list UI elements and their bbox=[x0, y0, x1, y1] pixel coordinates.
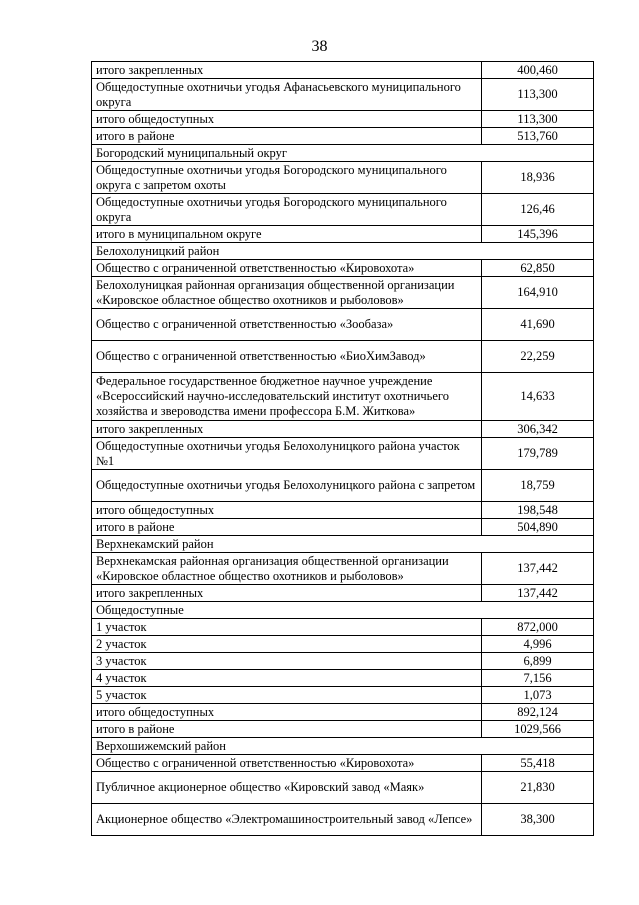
row-name-cell: Общедоступные охотничьи угодья Белохолуницкого района с запретом bbox=[92, 470, 482, 502]
table-row bbox=[92, 128, 594, 145]
row-name-cell: 3 участок bbox=[92, 653, 482, 670]
table-body bbox=[92, 62, 594, 836]
table-row bbox=[92, 519, 594, 536]
row-value-cell: 504,890 bbox=[482, 519, 594, 536]
row-name-cell: Общество с ограниченной ответственностью «БиоХимЗавод» bbox=[92, 341, 482, 373]
page-number: 38 bbox=[311, 38, 328, 55]
table-row bbox=[92, 438, 594, 470]
row-name-cell: Общество с ограниченной ответственностью «Зообаза» bbox=[92, 309, 482, 341]
row-value-cell: 41,690 bbox=[482, 309, 594, 341]
row-name-cell: 4 участок bbox=[92, 670, 482, 687]
row-name-cell: итого в муниципальном округе bbox=[92, 226, 482, 243]
section-row bbox=[92, 145, 594, 162]
table-row bbox=[92, 162, 594, 194]
table-row bbox=[92, 277, 594, 309]
hunting-grounds-table bbox=[91, 61, 594, 836]
row-value-cell: 198,548 bbox=[482, 502, 594, 519]
row-name-cell: итого в районе bbox=[92, 519, 482, 536]
row-value-cell: 113,300 bbox=[482, 111, 594, 128]
section-heading: Белохолуницкий район bbox=[92, 243, 594, 260]
row-value-cell: 872,000 bbox=[482, 619, 594, 636]
table-row bbox=[92, 194, 594, 226]
table-row bbox=[92, 111, 594, 128]
section-row bbox=[92, 602, 594, 619]
row-name-cell: Общество с ограниченной ответственностью «Кировохота» bbox=[92, 755, 482, 772]
table-row bbox=[92, 755, 594, 772]
row-name-cell: 1 участок bbox=[92, 619, 482, 636]
row-name-cell: Акционерное общество «Электромашиностроительный завод «Лепсе» bbox=[92, 804, 482, 836]
row-value-cell: 38,300 bbox=[482, 804, 594, 836]
row-value-cell: 126,46 bbox=[482, 194, 594, 226]
table-row bbox=[92, 62, 594, 79]
row-value-cell: 400,460 bbox=[482, 62, 594, 79]
table-row bbox=[92, 260, 594, 277]
section-row bbox=[92, 243, 594, 260]
table-row bbox=[92, 670, 594, 687]
row-value-cell: 62,850 bbox=[482, 260, 594, 277]
section-heading: Общедоступные bbox=[92, 602, 594, 619]
row-name-cell: итого общедоступных bbox=[92, 704, 482, 721]
row-name-cell: 2 участок bbox=[92, 636, 482, 653]
row-name-cell: Общество с ограниченной ответственностью «Кировохота» bbox=[92, 260, 482, 277]
row-name-cell: 5 участок bbox=[92, 687, 482, 704]
row-value-cell: 137,442 bbox=[482, 553, 594, 585]
row-name-cell: итого закрепленных bbox=[92, 421, 482, 438]
table-row bbox=[92, 804, 594, 836]
row-name-cell: Федеральное государственное бюджетное научное учреждение «Всероссийский научно-исследовательский институт охотничьего хозяйства и звероводства имени профессора Б.М. Житкова» bbox=[92, 373, 482, 421]
table-row bbox=[92, 772, 594, 804]
section-heading: Верхошижемский район bbox=[92, 738, 594, 755]
table-row bbox=[92, 687, 594, 704]
table-row bbox=[92, 502, 594, 519]
table-row bbox=[92, 226, 594, 243]
row-name-cell: итого общедоступных bbox=[92, 111, 482, 128]
table-row bbox=[92, 619, 594, 636]
table-row bbox=[92, 636, 594, 653]
row-value-cell: 6,899 bbox=[482, 653, 594, 670]
row-value-cell: 55,418 bbox=[482, 755, 594, 772]
row-name-cell: Верхнекамская районная организация общественной организации «Кировское областное общество охотников и рыболовов» bbox=[92, 553, 482, 585]
row-value-cell: 18,936 bbox=[482, 162, 594, 194]
table-row bbox=[92, 470, 594, 502]
row-name-cell: итого общедоступных bbox=[92, 502, 482, 519]
section-heading: Верхнекамский район bbox=[92, 536, 594, 553]
row-value-cell: 113,300 bbox=[482, 79, 594, 111]
row-name-cell: итого в районе bbox=[92, 128, 482, 145]
row-value-cell: 145,396 bbox=[482, 226, 594, 243]
section-row bbox=[92, 536, 594, 553]
row-name-cell: Белохолуницкая районная организация общественной организации «Кировское областное общество охотников и рыболовов» bbox=[92, 277, 482, 309]
row-value-cell: 179,789 bbox=[482, 438, 594, 470]
row-value-cell: 7,156 bbox=[482, 670, 594, 687]
row-name-cell: итого в районе bbox=[92, 721, 482, 738]
row-name-cell: Общедоступные охотничьи угодья Богородского муниципального округа bbox=[92, 194, 482, 226]
table-row bbox=[92, 341, 594, 373]
row-name-cell: итого закрепленных bbox=[92, 62, 482, 79]
table-row bbox=[92, 309, 594, 341]
row-value-cell: 164,910 bbox=[482, 277, 594, 309]
section-row bbox=[92, 738, 594, 755]
table-row bbox=[92, 553, 594, 585]
row-value-cell: 1,073 bbox=[482, 687, 594, 704]
row-value-cell: 4,996 bbox=[482, 636, 594, 653]
row-value-cell: 21,830 bbox=[482, 772, 594, 804]
row-name-cell: Публичное акционерное общество «Кировский завод «Маяк» bbox=[92, 772, 482, 804]
section-heading: Богородский муниципальный округ bbox=[92, 145, 594, 162]
row-value-cell: 892,124 bbox=[482, 704, 594, 721]
table-row bbox=[92, 373, 594, 421]
row-name-cell: Общедоступные охотничьи угодья Богородского муниципального округа с запретом охоты bbox=[92, 162, 482, 194]
row-value-cell: 513,760 bbox=[482, 128, 594, 145]
table-row bbox=[92, 653, 594, 670]
table-row bbox=[92, 421, 594, 438]
row-value-cell: 14,633 bbox=[482, 373, 594, 421]
row-value-cell: 18,759 bbox=[482, 470, 594, 502]
row-value-cell: 1029,566 bbox=[482, 721, 594, 738]
row-name-cell: Общедоступные охотничьи угодья Белохолуницкого района участок №1 bbox=[92, 438, 482, 470]
row-value-cell: 22,259 bbox=[482, 341, 594, 373]
table-row bbox=[92, 585, 594, 602]
row-value-cell: 306,342 bbox=[482, 421, 594, 438]
table-row bbox=[92, 704, 594, 721]
row-name-cell: Общедоступные охотничьи угодья Афанасьевского муниципального округа bbox=[92, 79, 482, 111]
table-row bbox=[92, 79, 594, 111]
row-name-cell: итого закрепленных bbox=[92, 585, 482, 602]
row-value-cell: 137,442 bbox=[482, 585, 594, 602]
table-row bbox=[92, 721, 594, 738]
